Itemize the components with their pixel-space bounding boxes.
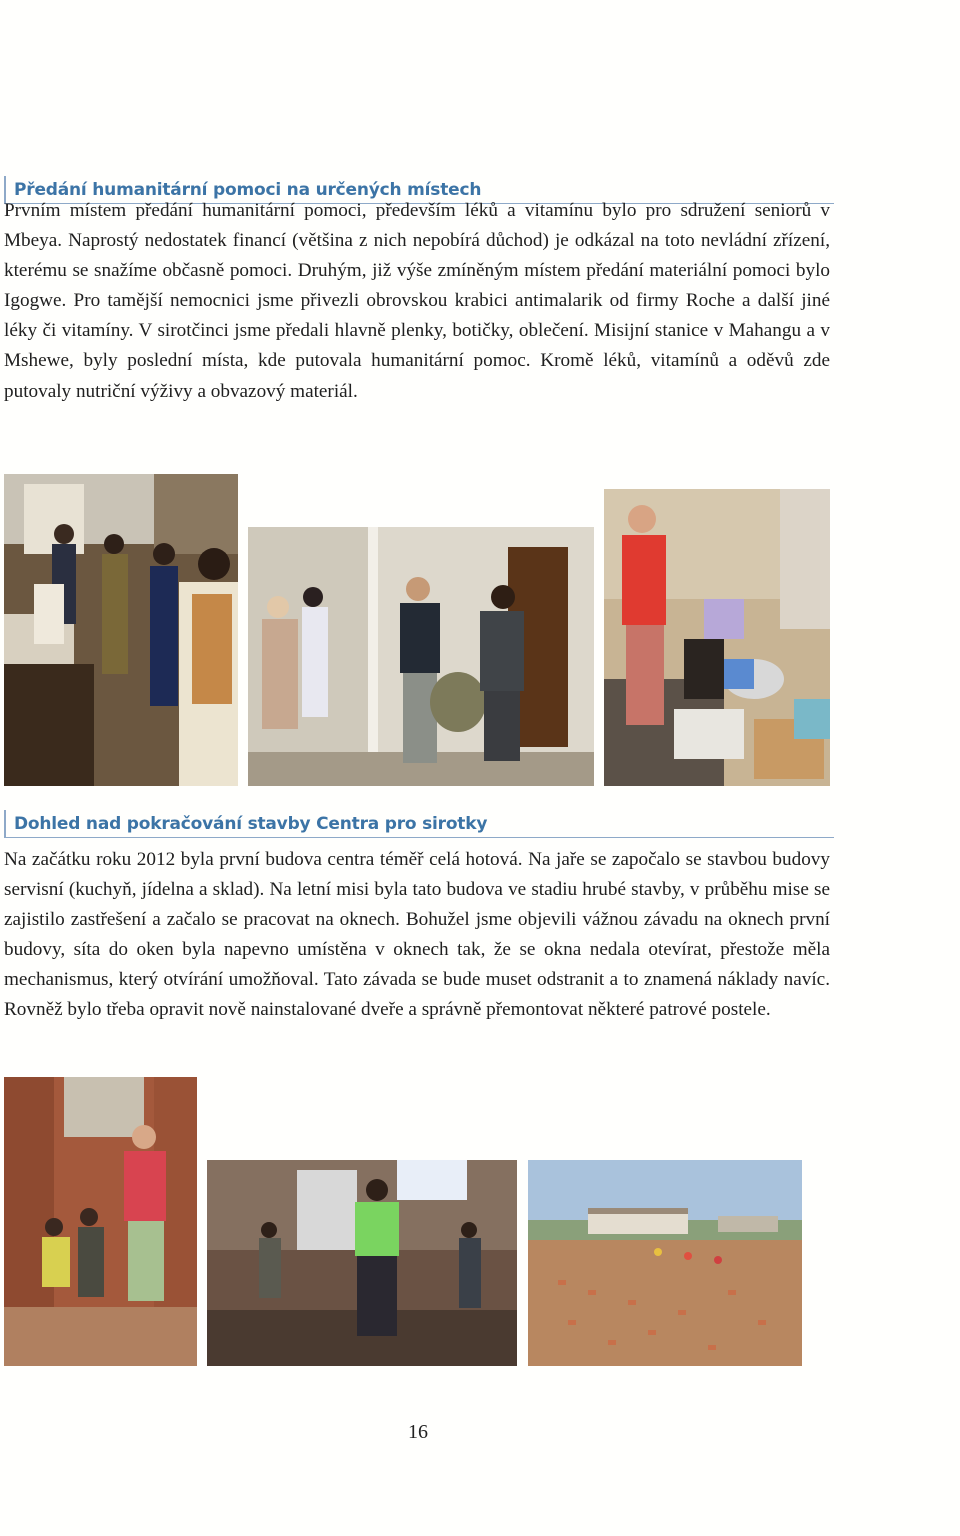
page-number: 16 — [408, 1421, 428, 1443]
paragraph-aid: Prvním místem předání humanitární pomoci, především léků a vitamínu bylo pro sdružení seniorů v Mbeya. Naprostý nedostatek financí (většina z nich nepobírá důchod) je odkázal na toto nevládní zřízení, kterému se snažíme občasně pomoci. Druhým, již výše zmíněným místem předání materiální pomoci bylo Igogwe. Pro tamější nemocnici jsme přivezli obrovskou krabici antimalarik od firmy Roche a další jiné léky či vitamíny. V sirotčinci jsme předali hlavně plenky, botičky, oblečení. Misijní stanice v Mahangu a v Mshewe, byly poslední místa, kde putovala humanitární pomoc. Kromě léků, vitamínů a oděvů zde putovaly nutriční výživy a obvazový materiál. — [4, 200, 830, 402]
photo-handshake — [248, 527, 594, 786]
photo-field — [528, 1160, 802, 1366]
section-heading-construction — [4, 810, 834, 838]
photo-supplies — [604, 489, 830, 786]
paragraph-construction: Na začátku roku 2012 byla první budova centra téměř celá hotová. Na jaře se započalo se stavbou budovy servisní (kuchyň, jídelna a sklad). Na letní misi byla tato budova ve stadiu hrubé stavby, v průběhu mise se zajistilo zastřešení a začalo se pracovat na oknech. Bohužel jsme objevili vážnou závadu na oknech první budovy, síta do oken byla napevno umístěna v oknech tak, že se okna nedala otevírat, přestože měla mechanismus, který otvírání umožňoval. Tato závada se bude muset odstranit a to znamená náklady navíc. Rovněž bylo třeba opravit nově nainstalované dveře a správně přemontovat některé patrové postele. — [4, 849, 830, 1021]
photo-elders-group — [4, 474, 238, 786]
section-heading-aid-text: Předání humanitární pomoci na určených místech — [14, 180, 482, 200]
photo-brick-site — [4, 1077, 197, 1366]
section-heading-construction-text: Dohled nad pokračování stavby Centra pro sirotky — [14, 814, 488, 834]
photo-interior-construction — [207, 1160, 517, 1366]
